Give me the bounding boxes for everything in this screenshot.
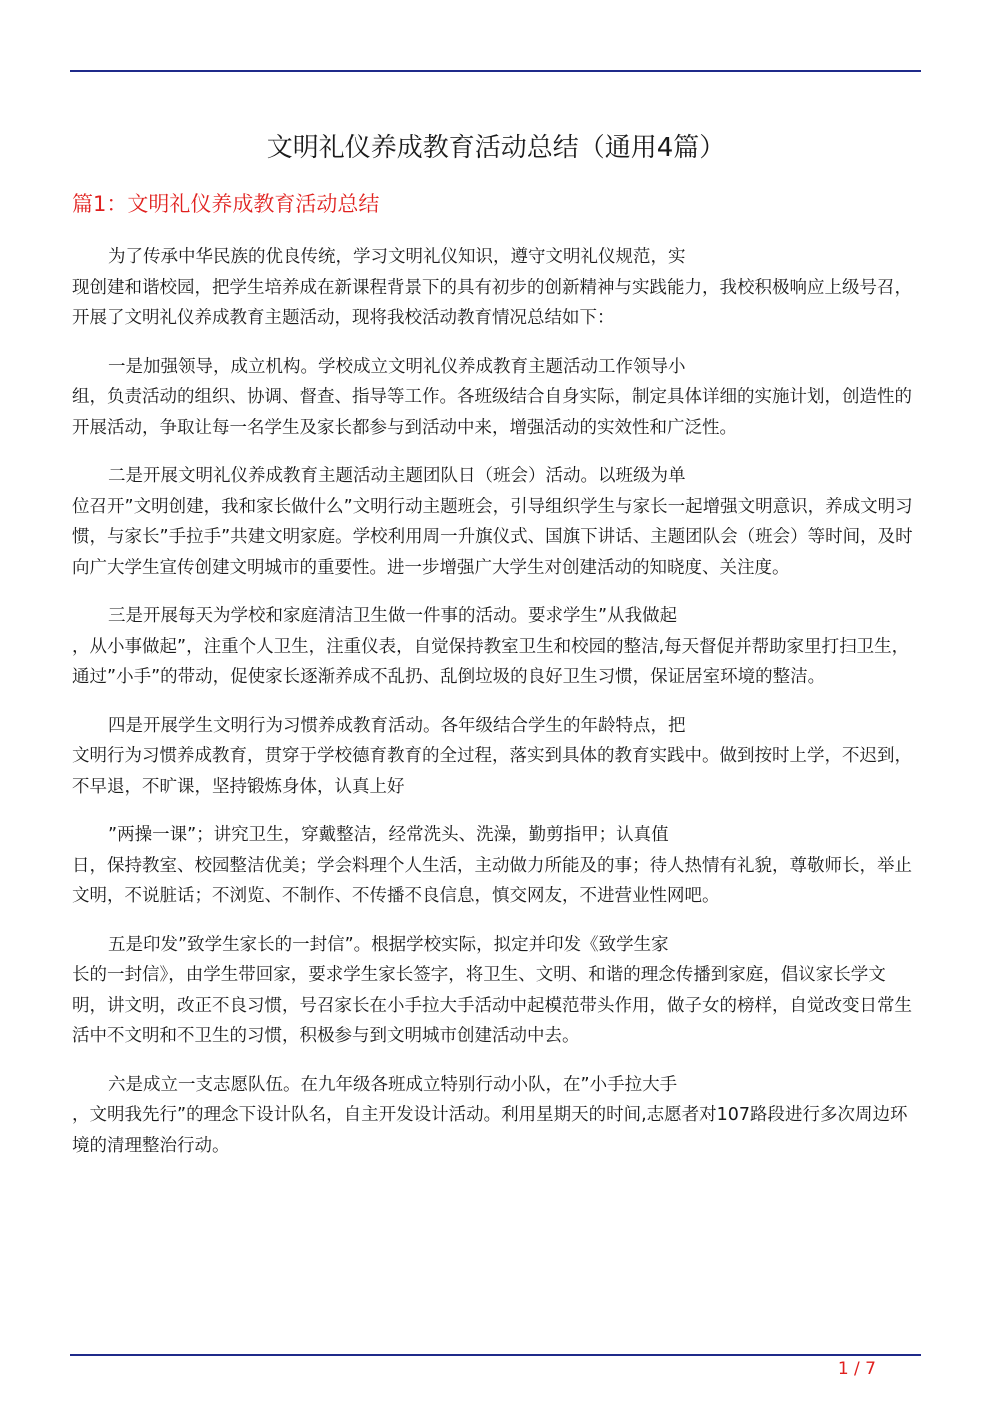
- paragraph-body: 长的一封信》，由学生带回家，要求学生家长签字，将卫生、文明、和谐的理念传播到家庭，倡议家长学文明，讲文明，改正不良习惯，号召家长在小手拉大手活动中起模范带头作用，做子女的榜样，自觉改变日常生活中不文明和不卫生的习惯，积极参与到文明城市创建活动中去。: [72, 965, 912, 1046]
- paragraph-lead: 五是印发”致学生家长的一封信”。根据学校实际，拟定并印发《致学生家: [108, 934, 669, 955]
- paragraph-point-4: [72, 711, 917, 803]
- paragraph-lead: 二是开展文明礼仪养成教育主题活动主题团队日（班会）活动。以班级为单: [108, 466, 686, 486]
- paragraph-point-2: [72, 461, 917, 583]
- paragraph-point-3: [72, 601, 917, 693]
- document-body: [72, 242, 917, 1179]
- paragraph-lead: 为了传承中华民族的优良传统，学习文明礼仪知识，遵守文明礼仪规范，实: [108, 247, 686, 267]
- paragraph-point-1: [72, 352, 917, 444]
- paragraph-body: ，从小事做起”，注重个人卫生，注重仪表，自觉保持教室卫生和校园的整洁,每天督促并帮助家里打扫卫生，通过”小手”的带动，促使家长逐渐养成不乱扔、乱倒垃圾的良好卫生习惯，保证居室环境的整洁。: [72, 636, 910, 687]
- paragraph-lead: 六是成立一支志愿队伍。在九年级各班成立特别行动小队，在”小手拉大手: [108, 1074, 678, 1095]
- paragraph-lead: 三是开展每天为学校和家庭清洁卫生做一件事的活动。要求学生”从我做起: [108, 606, 678, 626]
- paragraph-lead: 四是开展学生文明行为习惯养成教育活动。各年级结合学生的年龄特点，把: [108, 715, 686, 736]
- paragraph-body: 文明行为习惯养成教育，贯穿于学校德育教育的全过程，落实到具体的教育实践中。做到按时上学，不迟到，不早退，不旷课，坚持锻炼身体，认真上好: [72, 746, 912, 797]
- paragraph-point-4-continued: [72, 820, 917, 912]
- page-number: 1 / 7: [837, 1359, 876, 1379]
- paragraph-body: 组，负责活动的组织、协调、督查、指导等工作。各班级结合自身实际，制定具体详细的实施计划，创造性的开展活动，争取让每一名学生及家长都参与到活动中来，增强活动的实效性和广泛性。: [72, 387, 912, 438]
- paragraph-intro: [72, 242, 917, 334]
- paragraph-lead: ”两操一课”；讲究卫生，穿戴整洁，经常洗头、洗澡，勤剪指甲；认真值: [108, 825, 669, 845]
- paragraph-body: 日，保持教室、校园整洁优美；学会料理个人生活，主动做力所能及的事；待人热情有礼貌，尊敬师长，举止文明，不说脏话；不浏览、不制作、不传播不良信息，慎交网友，不进营业性网吧。: [72, 855, 912, 906]
- paragraph-body: 位召开”文明创建，我和家长做什么”文明行动主题班会，引导组织学生与家长一起增强文明意识，养成文明习惯，与家长”手拉手”共建文明家庭。学校利用周一升旗仪式、国旗下讲话、主题团队会（班会）等时间，及时向广大学生宣传创建文明城市的重要性。进一步增强广大学生对创建活动的知晓度、关注度。: [72, 496, 913, 578]
- paragraph-body: 现创建和谐校园，把学生培养成在新课程背景下的具有初步的创新精神与实践能力，我校积极响应上级号召，开展了文明礼仪养成教育主题活动，现将我校活动教育情况总结如下：: [72, 277, 912, 328]
- document-title: 文明礼仪养成教育活动总结（通用4篇）: [266, 133, 726, 163]
- footer-rule: [70, 1354, 921, 1356]
- paragraph-point-6: [72, 1070, 917, 1162]
- paragraph-point-5: [72, 930, 917, 1052]
- section-heading: 篇1：文明礼仪养成教育活动总结: [72, 192, 380, 216]
- header-rule: [70, 70, 921, 72]
- paragraph-lead: 一是加强领导，成立机构。学校成立文明礼仪养成教育主题活动工作领导小: [108, 356, 686, 377]
- paragraph-body: ，文明我先行”的理念下设计队名，自主开发设计活动。利用星期天的时间,志愿者对107路段进行多次周边环境的清理整治行动。: [72, 1105, 908, 1156]
